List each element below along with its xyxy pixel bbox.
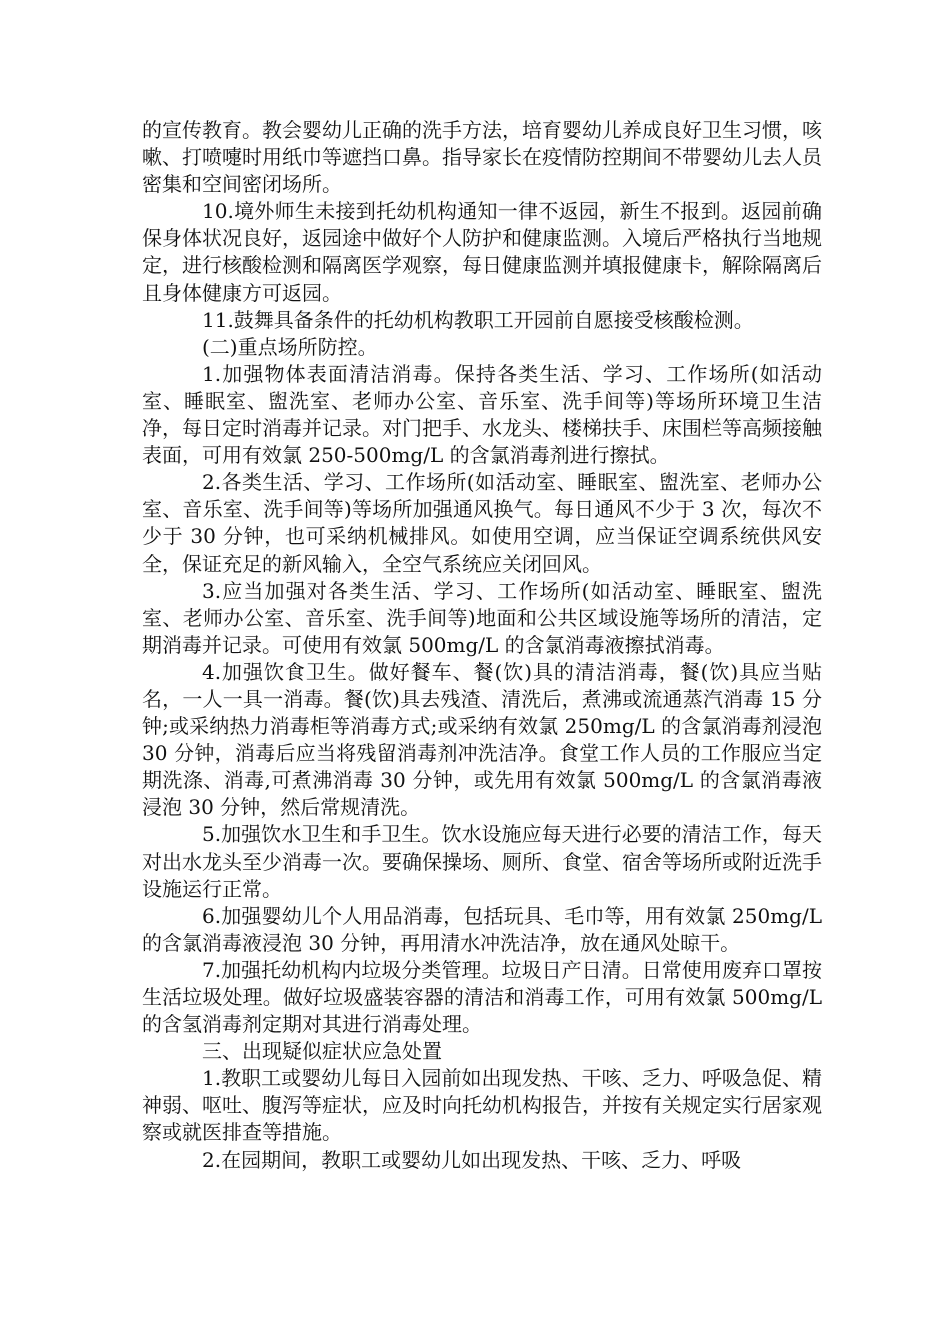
paragraph-site-item-4: 4.加强饮食卫生。做好餐车、餐(饮)具的清洁消毒，餐(饮)具应当贴名，一人一具一消毒。餐(饮)具去残渣、清洗后，煮沸或流通蒸汽消毒 15 分钟;或采纳热力消毒柜等消毒方式;或采纳有效氯 250mg/L 的含氯消毒剂浸泡 30 分钟，消毒后应当将残留消毒剂冲洗洁净。食堂工作人员的工作服应当定期洗涤、消毒,可煮沸消毒 30 分钟，或先用有效氯 500mg/L 的含氯消毒液浸泡 30 分钟，然后常规清洗。: [142, 659, 822, 820]
paragraph-item-10: 10.境外师生未接到托幼机构通知一律不返园，新生不报到。返园前确保身体状况良好，返园途中做好个人防护和健康监测。入境后严格执行当地规定，进行核酸检测和隔离医学观察，每日健康监测并填报健康卡，解除隔离后且身体健康方可返园。: [142, 199, 822, 305]
paragraph-site-item-1: 1.加强物体表面清洁消毒。保持各类生活、学习、工作场所(如活动室、睡眠室、盥洗室、老师办公室、音乐室、洗手间等)等场所环境卫生洁净，每日定时消毒并记录。对门把手、水龙头、楼梯扶手、床围栏等高频接触表面，可用有效氯 250-500mg/L 的含氯消毒剂进行擦拭。: [142, 361, 822, 468]
paragraph-site-item-7: 7.加强托幼机构内垃圾分类管理。垃圾日产日清。日常使用废弃口罩按生活垃圾处理。做好垃圾盛装容器的清洁和消毒工作，可用有效氯 500mg/L 的含氢消毒剂定期对其进行消毒处理。: [142, 957, 822, 1037]
paragraph-site-item-3: 3.应当加强对各类生活、学习、工作场所(如活动室、睡眠室、盥洗室、老师办公室、音乐室、洗手间等)地面和公共区域设施等场所的清洁，定期消毒并记录。可使用有效氯 500mg/L 的含氯消毒液擦拭消毒。: [142, 578, 822, 657]
paragraph-continuation: 的宣传教育。教会婴幼儿正确的洗手方法，培育婴幼儿养成良好卫生习惯，咳嗽、打喷嚏时用纸巾等遮挡口鼻。指导家长在疫情防控期间不带婴幼儿去人员密集和空间密闭场所。: [142, 118, 822, 197]
paragraph-emergency-item-1: 1.教职工或婴幼儿每日入园前如出现发热、干咳、乏力、呼吸急促、精神弱、呕吐、腹泻等症状，应及时向托幼机构报告，并按有关规定实行居家观察或就医排查等措施。: [142, 1066, 822, 1145]
paragraph-site-item-6: 6.加强婴幼儿个人用品消毒，包括玩具、毛巾等，用有效氯 250mg/L 的含氯消毒液浸泡 30 分钟，再用清水冲洗洁净，放在通风处晾干。: [142, 903, 822, 955]
paragraph-site-item-5: 5.加强饮水卫生和手卫生。饮水设施应每天进行必要的清洁工作，每天对出水龙头至少消毒一次。要确保操场、厕所、食堂、宿舍等场所或附近洗手设施运行正常。: [142, 822, 822, 901]
paragraph-item-11: 11.鼓舞具备条件的托幼机构教职工开园前自愿接受核酸检测。: [202, 307, 754, 332]
paragraph-site-item-2: 2.各类生活、学习、工作场所(如活动室、睡眠室、盥洗室、老师办公室、音乐室、洗手间等)等场所加强通风换气。每日通风不少于 3 次，每次不少于 30 分钟，也可采纳机械排风。如使用空调，应当保证空调系统供风安全，保证充足的新风输入，全空气系统应关闭回风。: [142, 470, 822, 576]
document-page: [142, 117, 822, 1174]
section-heading-emergency: 三、出现疑似症状应急处置: [202, 1039, 442, 1064]
section-heading-key-sites: (二)重点场所防控。: [202, 334, 378, 359]
paragraph-emergency-item-2: 2.在园期间，教职工或婴幼儿如出现发热、干咳、乏力、呼吸: [202, 1147, 742, 1172]
